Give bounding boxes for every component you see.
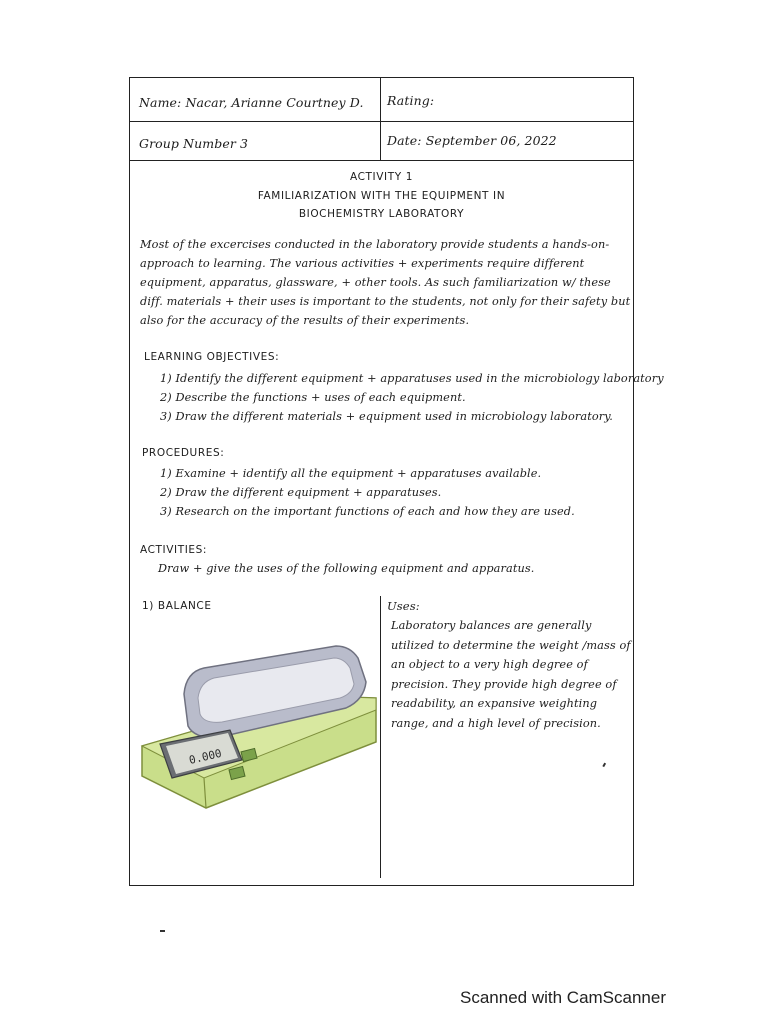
balance-display-reading: 0.000 bbox=[187, 746, 223, 767]
balance-uses-text: Laboratory balances are generally utilized to determine the weight /mass of an object to a very high degree of precision. They provide high degree of readability, an expansive weighting range, and a high level of precision. bbox=[391, 619, 631, 730]
group-label: Group Number bbox=[139, 136, 236, 151]
date-label: Date: bbox=[387, 133, 422, 148]
balance-drawing bbox=[138, 638, 378, 818]
header-divider-2 bbox=[130, 160, 633, 161]
item-balance-label: 1) BALANCE bbox=[142, 600, 212, 612]
procedure-item-1: 1) Examine + identify all the equipment + apparatuses available. bbox=[160, 467, 542, 480]
objectives-heading: LEARNING OBJECTIVES: bbox=[144, 351, 280, 363]
uses-label: Uses: bbox=[387, 599, 420, 613]
objective-item-1: 1) Identify the different equipment + apparatuses used in the microbiology laboratory bbox=[160, 372, 664, 385]
procedure-item-3: 3) Research on the important functions of each and how they are used. bbox=[160, 505, 575, 518]
activities-heading: ACTIVITIES: bbox=[140, 544, 208, 556]
group-field bbox=[139, 136, 248, 151]
name-field bbox=[139, 95, 364, 110]
header-divider-1 bbox=[130, 121, 633, 122]
activity-sheet bbox=[129, 77, 664, 886]
camscanner-watermark: Scanned with CamScanner bbox=[460, 988, 667, 1007]
activity-number: ACTIVITY 1 bbox=[350, 171, 413, 183]
date-field bbox=[387, 133, 557, 148]
name-label: Name: bbox=[139, 95, 182, 110]
name-value: Nacar, Arianne Courtney D. bbox=[185, 95, 364, 110]
stray-mark bbox=[160, 930, 165, 932]
activity-title-line1: FAMILIARIZATION WITH THE EQUIPMENT IN bbox=[257, 190, 506, 202]
activity-title-line2: BIOCHEMISTRY LABORATORY bbox=[298, 208, 465, 220]
drawing-column-divider bbox=[380, 596, 381, 878]
activities-instruction: Draw + give the uses of the following equipment and apparatus. bbox=[158, 562, 535, 575]
group-value: 3 bbox=[240, 136, 249, 151]
rating-label: Rating: bbox=[387, 93, 435, 108]
objective-item-3: 3) Draw the different materials + equipment used in microbiology laboratory. bbox=[160, 410, 613, 423]
intro-paragraph: Most of the excercises conducted in the laboratory provide students a hands-on-approach to learning. The various activities + experiments require different equipment, apparatus, glassware, + other tools. As such familiarization w/ these diff. materials + their uses is important to the students, not only for their safety but also for the accuracy of the results of their experiments. bbox=[140, 238, 631, 327]
date-value: September 06, 2022 bbox=[425, 133, 557, 148]
procedures-heading: PROCEDURES: bbox=[142, 447, 225, 459]
objective-item-2: 2) Describe the functions + uses of each equipment. bbox=[160, 391, 466, 404]
procedure-item-2: 2) Draw the different equipment + apparatuses. bbox=[160, 486, 442, 499]
header-column-divider bbox=[380, 78, 381, 160]
